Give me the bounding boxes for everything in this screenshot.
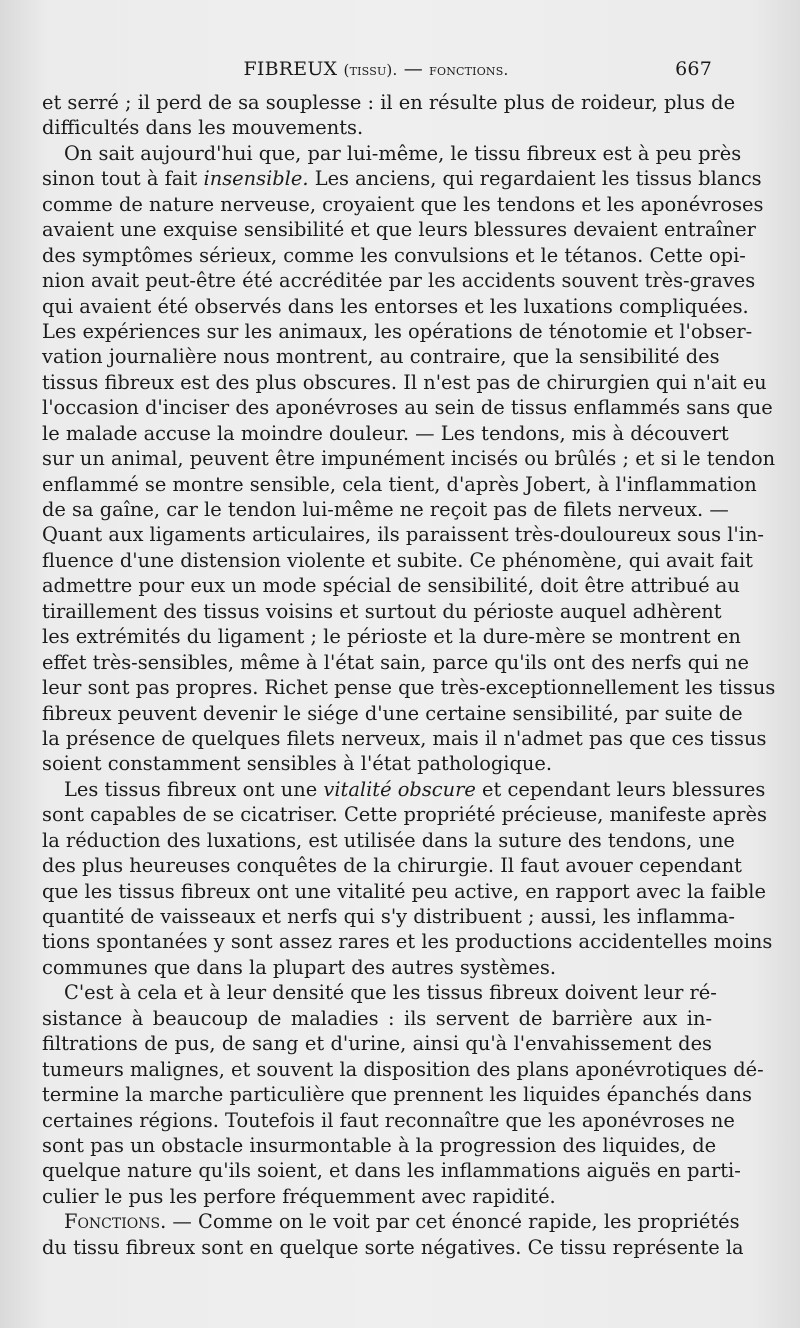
text-line: Quant aux ligaments articulaires, ils paraissent très-douloureux sous l'in- bbox=[42, 523, 764, 547]
text-line: enflammé se montre sensible, cela tient, d'après Jobert, à l'inflammation bbox=[42, 472, 757, 496]
text-line: qui avaient été observés dans les entorses et les luxations compliquées. bbox=[42, 294, 749, 318]
text-line: nion avait peut-être été accréditée par les accidents souvent très-graves bbox=[42, 269, 756, 293]
text-line: fibreux peuvent devenir le siége d'une certaine sensibilité, par suite de bbox=[42, 701, 743, 725]
text-line: et serré ; il perd de sa souplesse : il en résulte plus de roideur, plus de bbox=[42, 91, 736, 114]
text-line: sur un animal, peuvent être impunément incisés ou brûlés ; et si le tendon bbox=[42, 447, 776, 471]
text-line: Les expériences sur les animaux, les opérations de ténotomie et l'obser- bbox=[42, 319, 753, 343]
text-line: tions spontanées y sont assez rares et les productions accidentelles moins bbox=[42, 930, 773, 954]
text-line: difficultés dans les mouvements. bbox=[42, 116, 364, 140]
text-line: l'occasion d'inciser des aponévroses au sein de tissus enflammés sans que bbox=[42, 396, 773, 420]
text-line: tiraillement des tissus voisins et surtout du périoste auquel adhèrent bbox=[42, 599, 722, 623]
text-line: C'est à cela et à leur densité que les tissus fibreux doivent leur ré- bbox=[64, 981, 717, 1005]
text-line: soient constamment sensibles à l'état pathologique. bbox=[42, 752, 553, 776]
text-line: du tissu fibreux sont en quelque sorte négatives. Ce tissu représente la bbox=[42, 1235, 744, 1259]
text-line: tumeurs malignes, et souvent la disposition des plans aponévrotiques dé- bbox=[42, 1057, 764, 1081]
text-line: communes que dans la plupart des autres systèmes. bbox=[42, 955, 557, 979]
text-line: termine la marche particulière que prennent les liquides épanchés dans bbox=[42, 1083, 752, 1107]
text-line-part: On sait aujourd'hui que, par lui-même, le tissu fibreux est à peu près bbox=[64, 141, 742, 165]
text-line: comme de nature nerveuse, croyaient que les tendons et les aponévroses bbox=[42, 192, 764, 216]
text-line: le malade accuse la moindre douleur. — Les tendons, mis à découvert bbox=[42, 421, 729, 445]
text-line: certaines régions. Toutefois il faut reconnaître que les aponévroses ne bbox=[42, 1108, 735, 1132]
text-line: sont capables de se cicatriser. Cette propriété précieuse, manifeste après bbox=[42, 803, 767, 827]
emphasis-vitalite-obscure: vitalité obscure bbox=[323, 777, 476, 801]
text-line: de sa gaîne, car le tendon lui-même ne reçoit pas de filets nerveux. — bbox=[42, 498, 729, 521]
text-line: les extrémités du ligament ; le périoste et la dure-mère se montrent en bbox=[42, 625, 741, 649]
text-line-part: et cependant leurs blessures bbox=[482, 777, 766, 801]
text-line: la présence de quelques filets nerveux, mais il n'admet pas que ces tissus bbox=[42, 726, 767, 750]
running-head bbox=[244, 58, 509, 80]
text-line: sont pas un obstacle insurmontable à la progression des liquides, de bbox=[42, 1133, 717, 1157]
text-line: tissus fibreux est des plus obscures. Il n'est pas de chirurgien qui n'ait eu bbox=[42, 370, 767, 394]
text-line: que les tissus fibreux ont une vitalité peu active, en rapport avec la faible bbox=[42, 879, 766, 903]
body-text bbox=[42, 90, 776, 1260]
text-line: quantité de vaisseaux et nerfs qui s'y distribuent ; aussi, les inflamma- bbox=[42, 905, 735, 928]
text-line: des plus heureuses conquêtes de la chirurgie. Il faut avouer cependant bbox=[42, 854, 742, 878]
text-line: leur sont pas propres. Richet pense que très-exceptionnellement les tissus bbox=[42, 676, 776, 700]
text-line-part: Les anciens, qui regardaient les tissus blancs bbox=[314, 167, 762, 191]
text-line-part: sinon tout à fait bbox=[42, 167, 198, 191]
text-line-part: Les tissus fibreux ont une bbox=[64, 777, 318, 801]
text-line: sistance à beaucoup de maladies : ils servent de barrière aux in- bbox=[42, 1006, 712, 1030]
running-head-section: fonctions. bbox=[429, 61, 509, 79]
page-header bbox=[40, 58, 712, 86]
emphasis-insensible: insensible. bbox=[203, 167, 309, 191]
text-line bbox=[42, 141, 742, 166]
text-line: vation journalière nous montrent, au contraire, que la sensibilité des bbox=[42, 345, 720, 369]
text-line: avaient une exquise sensibilité et que leurs blessures devaient entraîner bbox=[42, 218, 756, 242]
running-head-dash: — bbox=[403, 58, 423, 80]
running-head-tissu: (tissu). bbox=[343, 61, 398, 79]
text-line bbox=[42, 166, 762, 191]
text-line: admettre pour eux un mode spécial de sensibilité, doit être attribué au bbox=[42, 574, 740, 598]
running-head-main: FIBREUX bbox=[243, 58, 338, 80]
text-line bbox=[42, 777, 766, 802]
page-number: 667 bbox=[675, 58, 712, 80]
text-line: des symptômes sérieux, comme les convulsions et le tétanos. Cette opi- bbox=[42, 243, 746, 267]
text-line: filtrations de pus, de sang et d'urine, ainsi qu'à l'envahissement des bbox=[42, 1032, 712, 1056]
text-line-part: — Comme on le voit par cet énoncé rapide, les propriétés bbox=[172, 1210, 740, 1234]
text-line: quelque nature qu'ils soient, et dans les inflammations aiguës en parti- bbox=[42, 1159, 741, 1183]
text-line: la réduction des luxations, est utilisée dans la suture des tendons, une bbox=[42, 828, 735, 852]
text-line bbox=[42, 1209, 740, 1234]
text-line: fluence d'une distension violente et subite. Ce phénomène, qui avait fait bbox=[42, 548, 753, 572]
text-line: culier le pus les perfore fréquemment avec rapidité. bbox=[42, 1184, 556, 1208]
text-line: effet très-sensibles, même à l'état sain, parce qu'ils ont des nerfs qui ne bbox=[42, 650, 749, 674]
section-heading-fonctions: Fonctions. bbox=[64, 1210, 167, 1234]
